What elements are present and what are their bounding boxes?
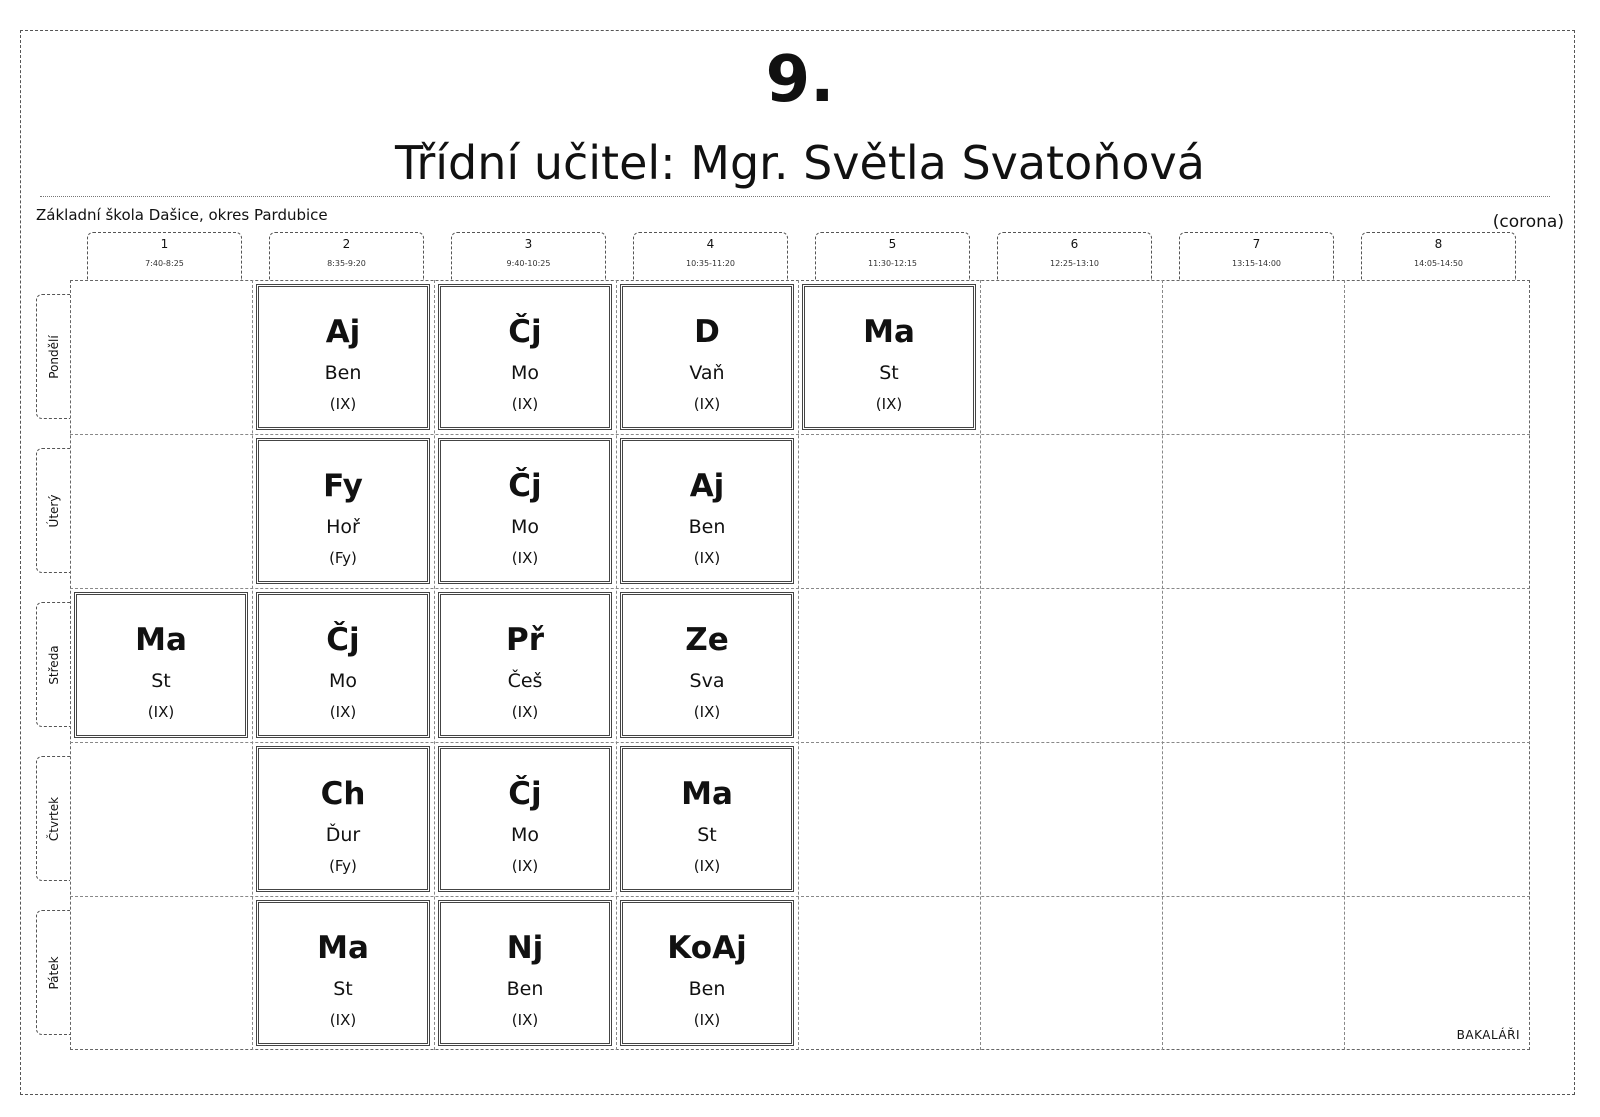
grid-col-line	[798, 280, 799, 1050]
class-title: 9.	[765, 43, 835, 117]
lesson-cell	[620, 746, 794, 892]
lesson-subject: KoAj	[667, 930, 747, 966]
period-time: 14:05-14:50	[1414, 259, 1463, 268]
lesson-cell	[256, 592, 430, 738]
lesson-cell	[620, 438, 794, 584]
period-header-8	[1361, 232, 1516, 280]
period-time: 7:40-8:25	[145, 259, 184, 268]
lesson-cell	[438, 746, 612, 892]
lesson-room: (IX)	[875, 395, 903, 413]
period-header-4	[633, 232, 788, 280]
lesson-subject: Čj	[326, 622, 360, 658]
lesson-teacher: Vaň	[689, 362, 725, 384]
day-tab-wednesday	[36, 602, 70, 727]
day-label: Pondělí	[46, 334, 61, 379]
lesson-teacher: Ben	[688, 978, 726, 1000]
lesson-cell	[256, 438, 430, 584]
lesson-teacher: Ben	[688, 516, 726, 538]
lesson-room: (IX)	[511, 1011, 539, 1029]
day-tab-monday	[36, 294, 70, 419]
period-time: 9:40-10:25	[506, 259, 551, 268]
lesson-teacher: Mo	[510, 362, 540, 384]
period-time: 13:15-14:00	[1232, 259, 1281, 268]
lesson-cell	[256, 284, 430, 430]
lesson-room: (IX)	[693, 1011, 721, 1029]
lesson-teacher: Hoř	[326, 516, 360, 538]
day-tab-friday	[36, 910, 70, 1035]
period-number: 2	[342, 237, 351, 251]
lesson-teacher: St	[333, 978, 353, 1000]
grid-row-line	[70, 588, 1530, 589]
lesson-room: (IX)	[147, 703, 175, 721]
lesson-cell	[620, 900, 794, 1046]
grid-col-line	[980, 280, 981, 1050]
lesson-teacher: Mo	[510, 516, 540, 538]
lesson-room: (IX)	[511, 857, 539, 875]
lesson-subject: Aj	[689, 468, 725, 504]
grid-col-line	[1162, 280, 1163, 1050]
lesson-cell	[256, 746, 430, 892]
lesson-teacher: Mo	[328, 670, 358, 692]
lesson-subject: Ma	[863, 314, 915, 350]
lesson-subject: Čj	[508, 468, 542, 504]
lesson-teacher: St	[879, 362, 899, 384]
lesson-subject: Ma	[317, 930, 369, 966]
lesson-subject: Ma	[681, 776, 733, 812]
lesson-teacher: St	[151, 670, 171, 692]
school-name: Základní škola Dašice, okres Pardubice	[36, 206, 328, 224]
lesson-room: (IX)	[693, 703, 721, 721]
grid-row-line	[70, 742, 1530, 743]
lesson-cell	[802, 284, 976, 430]
period-number: 6	[1070, 237, 1079, 251]
period-header-3	[451, 232, 606, 280]
period-header-2	[269, 232, 424, 280]
period-time: 8:35-9:20	[327, 259, 366, 268]
lesson-teacher: Ben	[324, 362, 362, 384]
lesson-cell	[438, 284, 612, 430]
lesson-cell	[438, 438, 612, 584]
lesson-room: (IX)	[329, 395, 357, 413]
period-number: 8	[1434, 237, 1443, 251]
lesson-subject: Aj	[325, 314, 361, 350]
grid-row-line	[70, 434, 1530, 435]
lesson-room: (IX)	[511, 703, 539, 721]
grid-col-line	[434, 280, 435, 1050]
lesson-cell	[620, 284, 794, 430]
lesson-room: (IX)	[693, 857, 721, 875]
grid-row-line	[70, 896, 1530, 897]
lesson-subject: Fy	[323, 468, 363, 504]
lesson-room: (IX)	[693, 395, 721, 413]
lesson-subject: Ze	[685, 622, 729, 658]
period-number: 4	[706, 237, 715, 251]
period-number: 1	[160, 237, 169, 251]
lesson-subject: D	[694, 314, 720, 350]
lesson-room: (Fy)	[329, 549, 357, 567]
day-tab-thursday	[36, 756, 70, 881]
day-label: Středa	[46, 644, 61, 685]
day-label: Čtvrtek	[46, 796, 61, 841]
lesson-subject: Ch	[320, 776, 366, 812]
grid-col-line	[616, 280, 617, 1050]
lesson-cell	[74, 592, 248, 738]
lesson-subject: Nj	[506, 930, 544, 966]
class-teacher-title: Třídní učitel: Mgr. Světla Svatoňová	[395, 136, 1205, 190]
lesson-cell	[256, 900, 430, 1046]
lesson-teacher: St	[697, 824, 717, 846]
day-label: Pátek	[46, 955, 61, 990]
period-time: 12:25-13:10	[1050, 259, 1099, 268]
period-number: 3	[524, 237, 533, 251]
day-tab-tuesday	[36, 448, 70, 573]
grid-col-line	[252, 280, 253, 1050]
lesson-subject: Př	[505, 622, 544, 658]
day-label: Úterý	[46, 494, 61, 527]
lesson-teacher: Ben	[506, 978, 544, 1000]
period-number: 5	[888, 237, 897, 251]
lesson-cell	[620, 592, 794, 738]
lesson-room: (Fy)	[329, 857, 357, 875]
lesson-room: (IX)	[329, 1011, 357, 1029]
timetable-note: (corona)	[1492, 212, 1564, 232]
lesson-cell	[438, 900, 612, 1046]
period-header-6	[997, 232, 1152, 280]
period-header-1	[87, 232, 242, 280]
lesson-teacher: Češ	[507, 670, 543, 692]
lesson-teacher: Ďur	[325, 824, 361, 846]
lesson-room: (IX)	[511, 549, 539, 567]
header-divider	[40, 196, 1550, 197]
grid-col-line	[1344, 280, 1345, 1050]
lesson-room: (IX)	[511, 395, 539, 413]
lesson-room: (IX)	[329, 703, 357, 721]
software-brand: BAKALÁŘI	[1456, 1028, 1520, 1042]
lesson-subject: Čj	[508, 314, 542, 350]
lesson-cell	[438, 592, 612, 738]
lesson-subject: Čj	[508, 776, 542, 812]
lesson-subject: Ma	[135, 622, 187, 658]
lesson-room: (IX)	[693, 549, 721, 567]
period-header-5	[815, 232, 970, 280]
lesson-teacher: Sva	[689, 670, 725, 692]
period-header-7	[1179, 232, 1334, 280]
period-time: 11:30-12:15	[868, 259, 917, 268]
lesson-teacher: Mo	[510, 824, 540, 846]
period-number: 7	[1252, 237, 1261, 251]
period-time: 10:35-11:20	[686, 259, 735, 268]
